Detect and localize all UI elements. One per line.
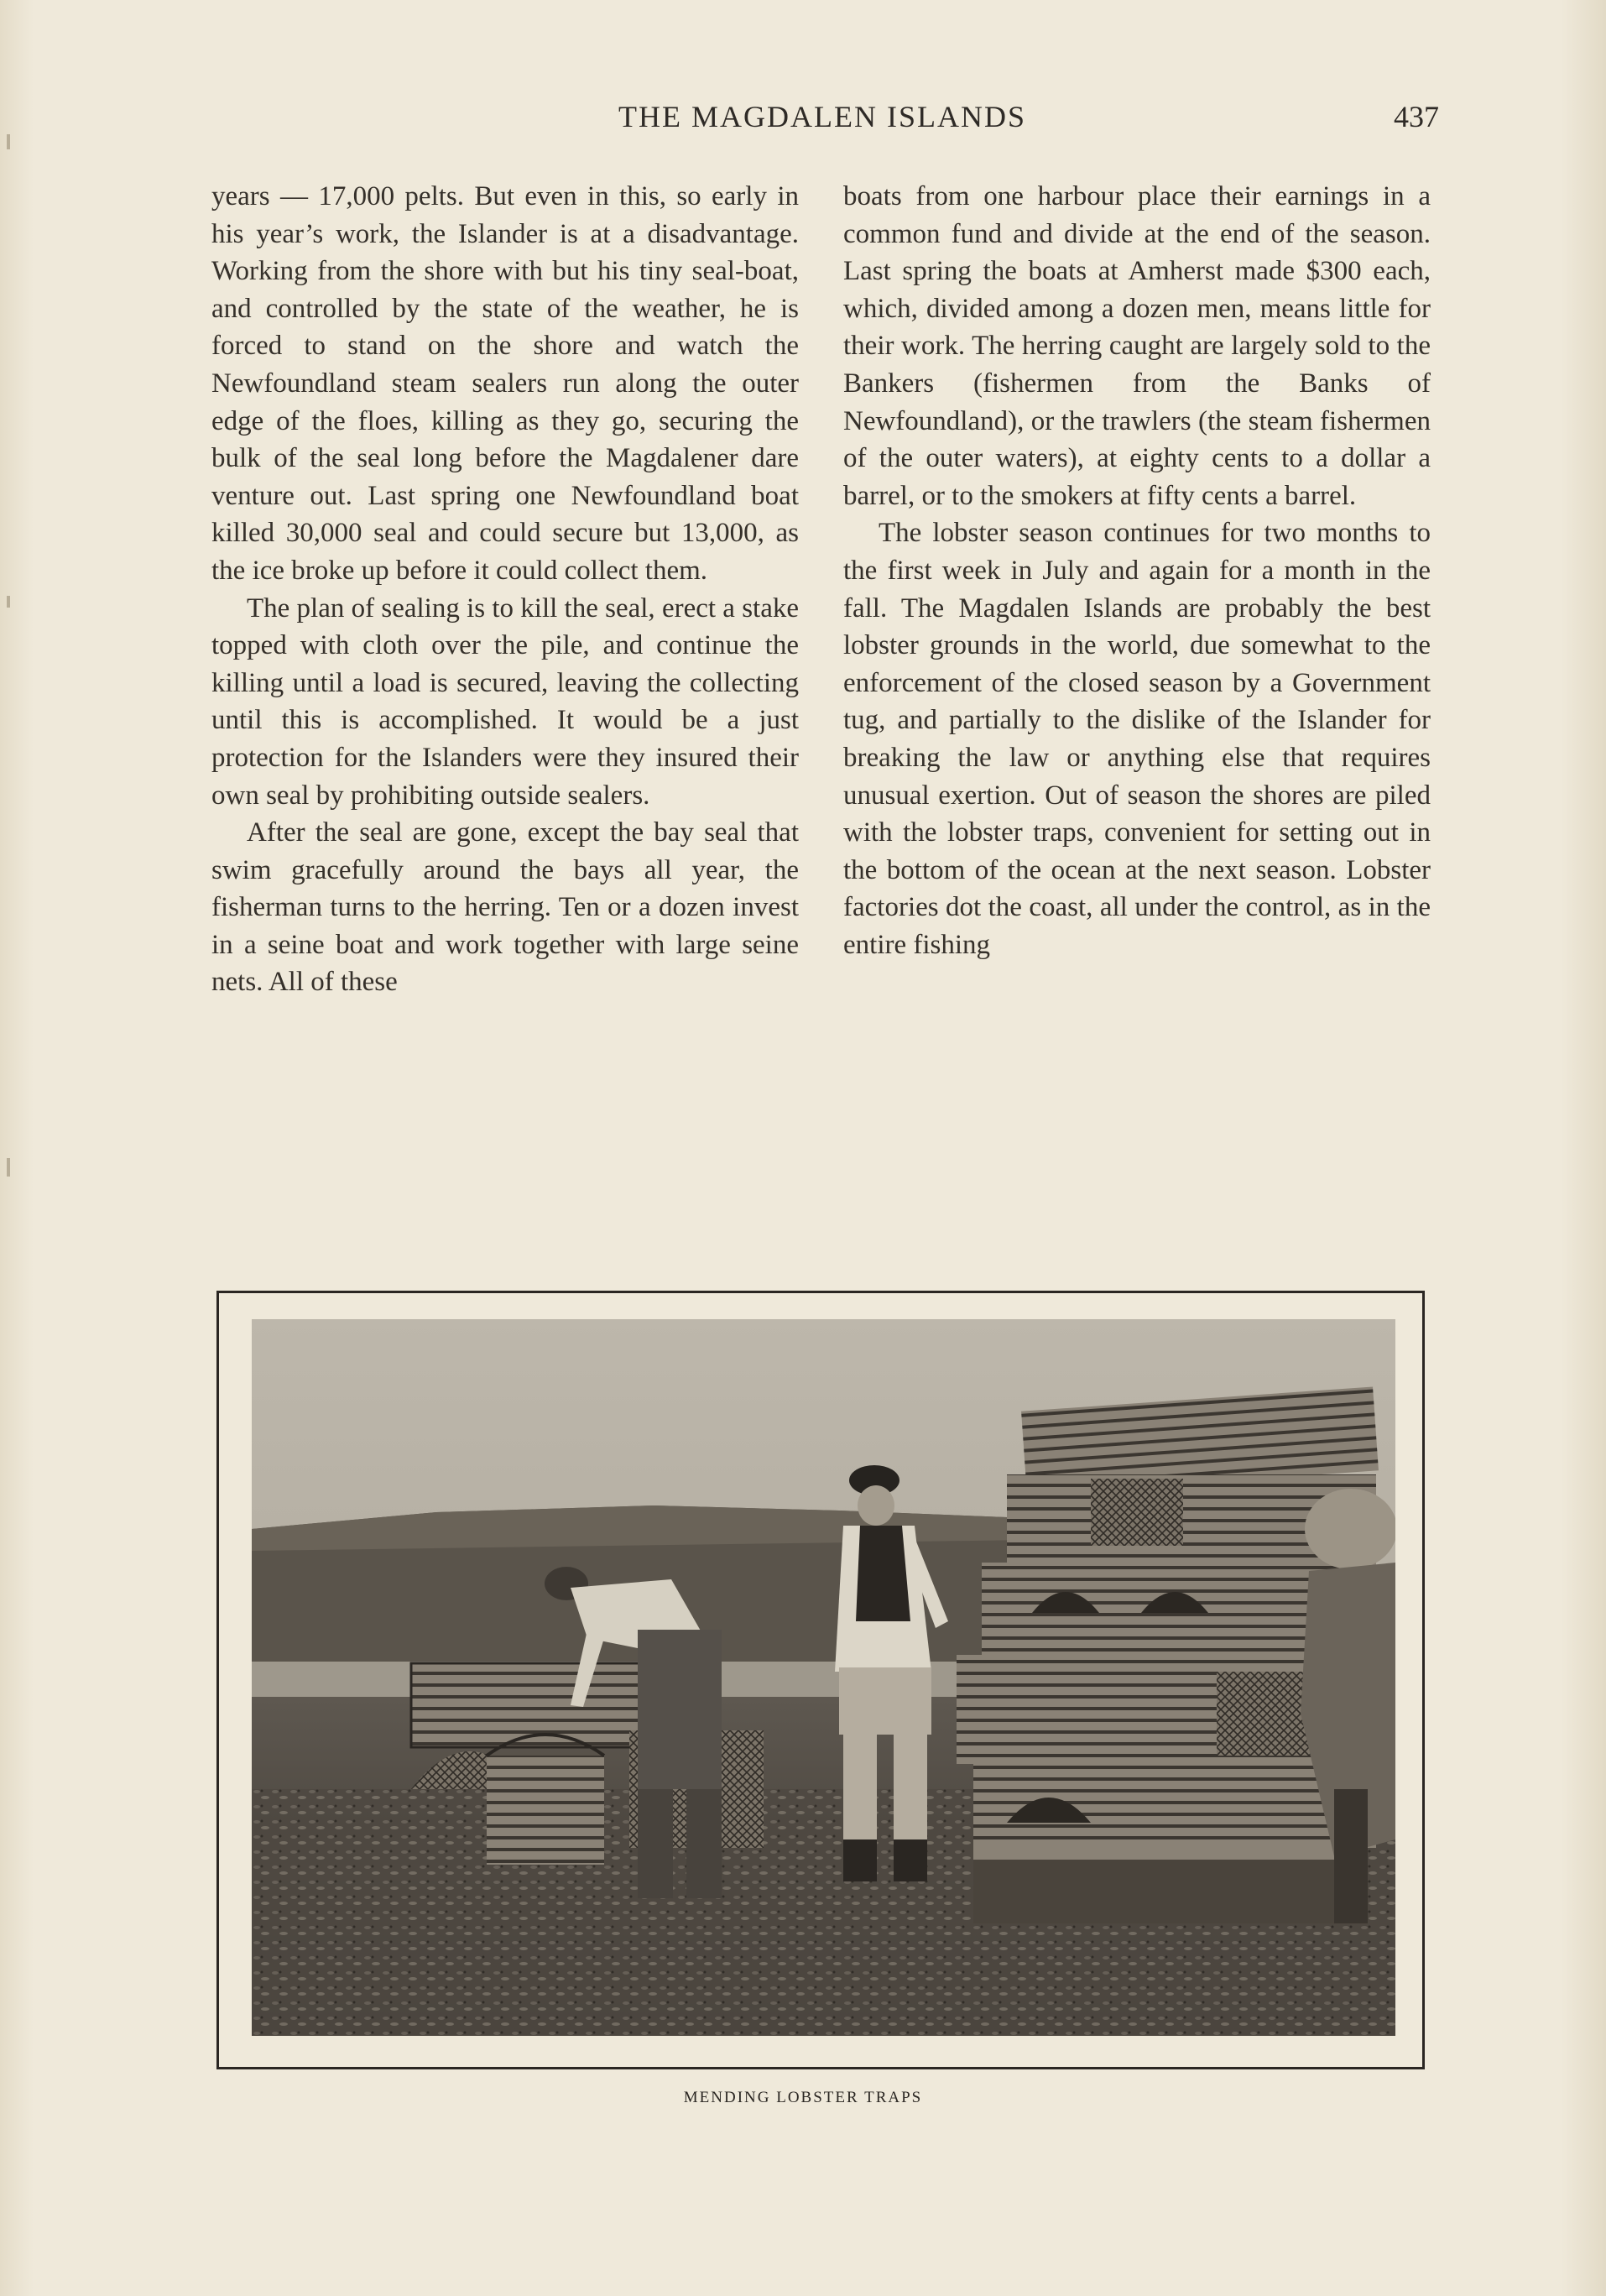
page-number: 437 [1394, 100, 1439, 133]
paragraph: The plan of sealing is to kill the seal, erect a stake topped with cloth over the pile, and continue the killing until a load is secured, leaving the collecting until this is accomplished. It would be a just protection for the Islanders were they insured their own seal by prohibiting outside sealers. [211, 592, 799, 811]
paragraph: The lobster season continues for two months to the first week in July and again for a month in the fall. The Magdalen Islands are probably the best lobster grounds in the world, due somewhat to the enforcement of the closed season by a Government tug, and partially to the dislike of the Islander for breaking the law or anything else that requires unusual exertion. Out of season the shores are piled with the lobster traps, convenient for setting out in the bottom of the ocean at the next season. Lobster factories dot the coast, all under the control, as in the entire fishing [843, 518, 1431, 960]
paragraph: After the seal are gone, except the bay seal that swim gracefully around the bays all year, the fisherman turns to the herring. Ten or a dozen invest in a seine boat and work together with large seine nets. All of these [211, 817, 799, 998]
lobster-traps-photo [252, 1319, 1395, 2036]
paragraph: years — 17,000 pelts. But even in this, so early in his year’s work, the Islander is at a disadvantage. Working from the shore with but his tiny seal-boat, and controlled by the state of the weather, he is forced to stand on the shore and watch the Newfoundland steam sealers run along the outer edge of the floes, killing as they go, securing the bulk of the seal long before the Magdalener dare venture out. Last spring one Newfoundland boat killed 30,000 seal and could secure but 13,000, as the ice broke up before it could collect them. [211, 181, 799, 586]
page-edge-mark [7, 596, 10, 608]
right-column [843, 178, 1431, 963]
paragraph: boats from one harbour place their earnings in a common fund and divide at the end of the season. Last spring the boats at Amherst made $300 each, which, divided among a dozen men, means little for their work. The herring caught are largely sold to the Bankers (fishermen from the Banks of Newfoundland), or the trawlers (the steam fishermen of the outer waters), at eighty cents to a dollar a barrel, or to the smokers at fifty cents a barrel. [843, 181, 1431, 511]
page-edge-mark [7, 1158, 10, 1177]
figure-caption: MENDING LOBSTER TRAPS [683, 2089, 923, 2106]
left-column [211, 178, 799, 1001]
running-title: THE MAGDALEN ISLANDS [618, 100, 1026, 133]
running-header [0, 99, 1606, 141]
figure-frame [216, 1291, 1425, 2069]
